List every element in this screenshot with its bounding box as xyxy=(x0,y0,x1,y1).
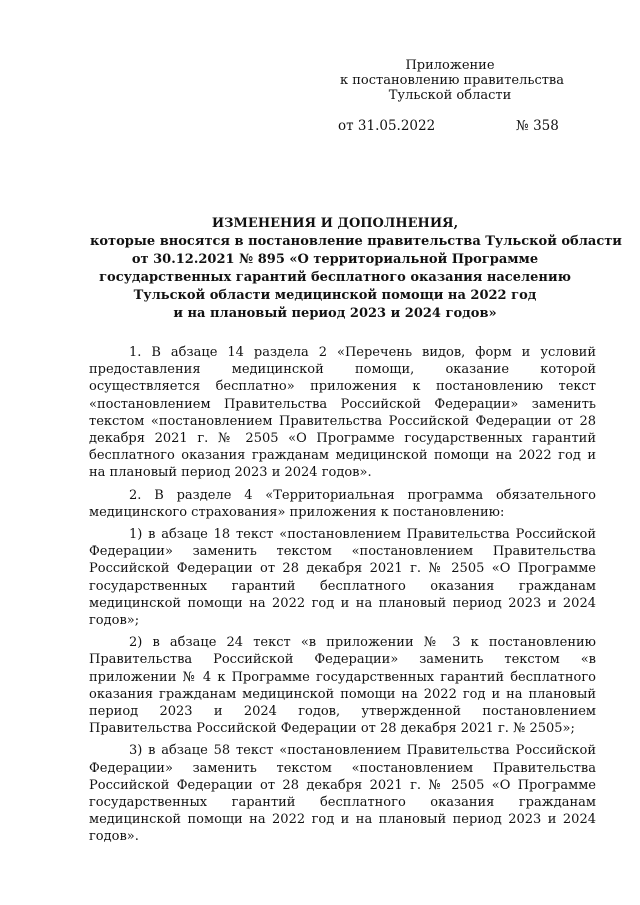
annex-line-3: Тульской области xyxy=(388,88,512,103)
resolution-date-number xyxy=(338,118,558,134)
resolution-date: от 31.05.2022 xyxy=(338,118,436,134)
subparagraph-1: 1) в абзаце 18 текст «постановлением Правительства Российской Федерации» заменить текстом «постановлением Правительства Российской Федерации от 28 декабря 2021 г. № 2505 «О Программе государственных гарантий бесплатного оказания гражданам медицинской помощи на 2022 год и на плановый период 2023 и 2024 годов»; xyxy=(89,527,596,629)
paragraph-1: 1. В абзаце 14 раздела 2 «Перечень видов, форм и условий предоставления медицинской помощи, оказание которой осуществляется бесплатно» приложения к постановлению текст «постановлением Правительства Российской Федерации» заменить текстом «постановлением Правительства Российской Федерации от 28 декабря 2021 г. № 2505 «О Программе государственных гарантий бесплатного оказания гражданам медицинской помощи на 2022 год и на плановый период 2023 и 2024 годов». xyxy=(89,345,596,481)
annex-line-2: к постановлению правительства xyxy=(340,73,564,88)
annex-line-1: Приложение xyxy=(405,58,495,73)
title-line-5: Тульской области медицинской помощи на 2022 год xyxy=(133,288,537,303)
annex-header xyxy=(340,58,564,103)
title-line-1: ИЗМЕНЕНИЯ И ДОПОЛНЕНИЯ, xyxy=(211,216,459,231)
subparagraph-3: 3) в абзаце 58 текст «постановлением Правительства Российской Федерации» заменить текстом «постановлением Правительства Российской Федерации от 28 декабря 2021 г. № 2505 «О Программе государственных гарантий бесплатного оказания гражданам медицинской помощи на 2022 год и на плановый период 2023 и 2024 годов». xyxy=(89,743,596,845)
subparagraph-2: 2) в абзаце 24 текст «в приложении № 3 к постановлению Правительства Российской Федерации» заменить текстом «в приложении № 4 к Программе государственных гарантий бесплатного оказания гражданам медицинской помощи на 2022 год и на плановый период 2023 и 2024 годов, утвержденной постановлением Правительства Российской Федерации от 28 декабря 2021 г. № 2505»; xyxy=(89,635,596,737)
title-line-4: государственных гарантий бесплатного оказания населению xyxy=(99,270,571,285)
document-body xyxy=(89,344,596,851)
resolution-number: № 358 xyxy=(516,118,559,134)
title-line-6: и на плановый период 2023 и 2024 годов» xyxy=(173,306,497,321)
title-line-3: от 30.12.2021 № 895 «О территориальной Программе xyxy=(131,252,539,267)
title-line-2: которые вносятся в постановление правительства Тульской области xyxy=(90,234,622,249)
document-title xyxy=(90,215,622,323)
paragraph-2: 2. В разделе 4 «Территориальная программа обязательного медицинского страхования» приложения к постановлению: xyxy=(89,487,596,520)
